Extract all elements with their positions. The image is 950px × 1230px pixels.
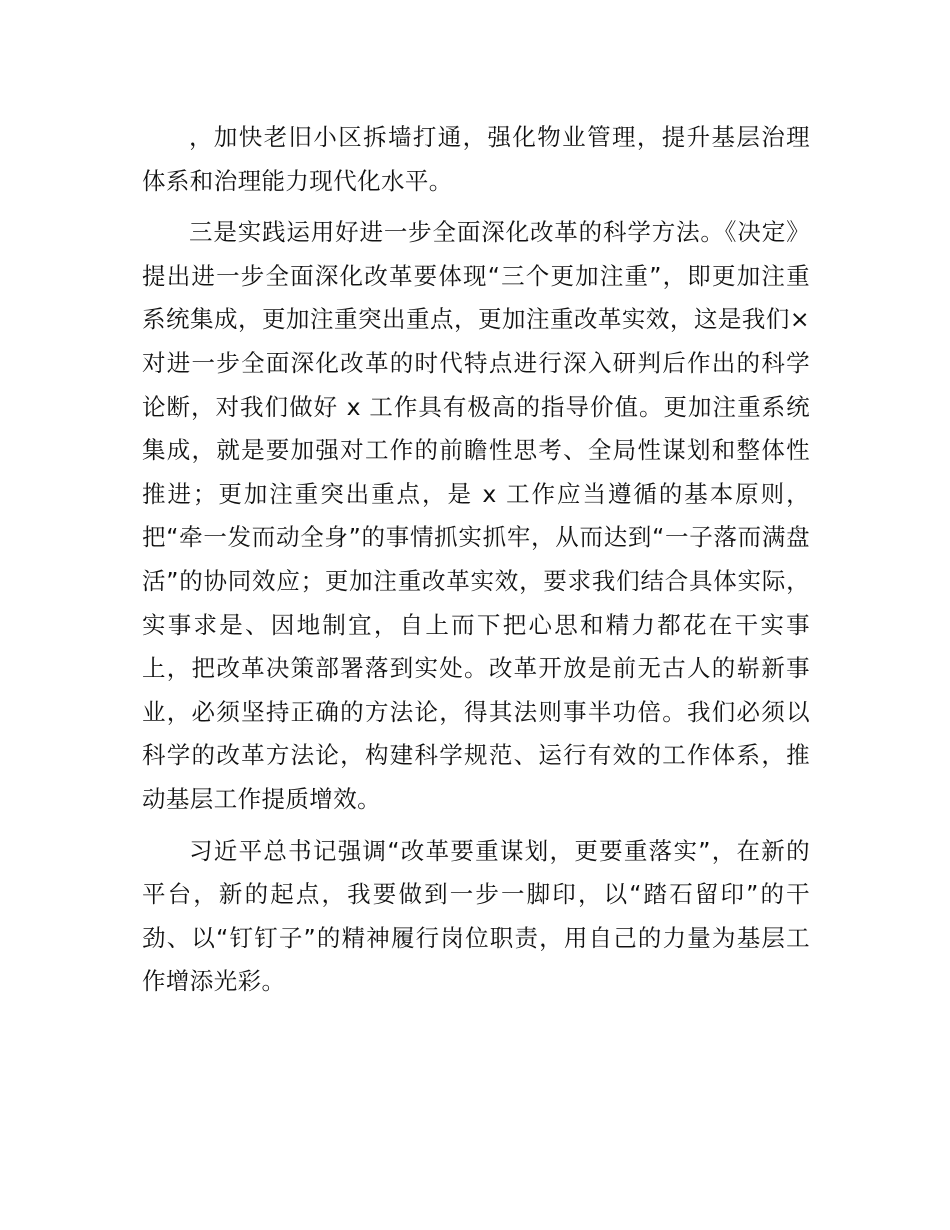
paragraph-implementation: 习近平总书记强调“改革要重谋划，更要重落实”，在新的平台，新的起点，我要做到一步一脚印，以“踏石留印”的干劲、以“钉钉子”的精神履行岗位职责，用自己的力量为基层工作增添光彩。 bbox=[142, 836, 810, 996]
paragraph-governance-continuation: ，加快老旧小区拆墙打通，强化物业管理，提升基层治理体系和治理能力现代化水平。 bbox=[142, 123, 810, 195]
paragraph-scientific-method: 三是实践运用好进一步全面深化改革的科学方法。《决定》提出进一步全面深化改革要体现“三个更加注重”，即更加注重系统集成，更加注重突出重点，更加注重改革实效，这是我们×对进一步全面深化改革的时代特点进行深入研判后作出的科学论断，对我们做好 x 工作具有极高的指导价值。更加注重系统集成，就是要加强对工作的前瞻性思考、全局性谋划和整体性推进；更加注重突出重点，是 x 工作应当遵循的基本原则，把“牵一发而动全身”的事情抓实抓牢，从而达到“一子落而满盘活”的协同效应；更加注重改革实效，要求我们结合具体实际，实事求是、因地制宜，自上而下把心思和精力都花在干实事上，把改革决策部署落到实处。改革开放是前无古人的崭新事业，必须坚持正确的方法论，得其法则事半功倍。我们必须以科学的改革方法论，构建科学规范、运行有效的工作体系，推动基层工作提质增效。 bbox=[142, 218, 810, 813]
document-page bbox=[142, 116, 810, 1012]
